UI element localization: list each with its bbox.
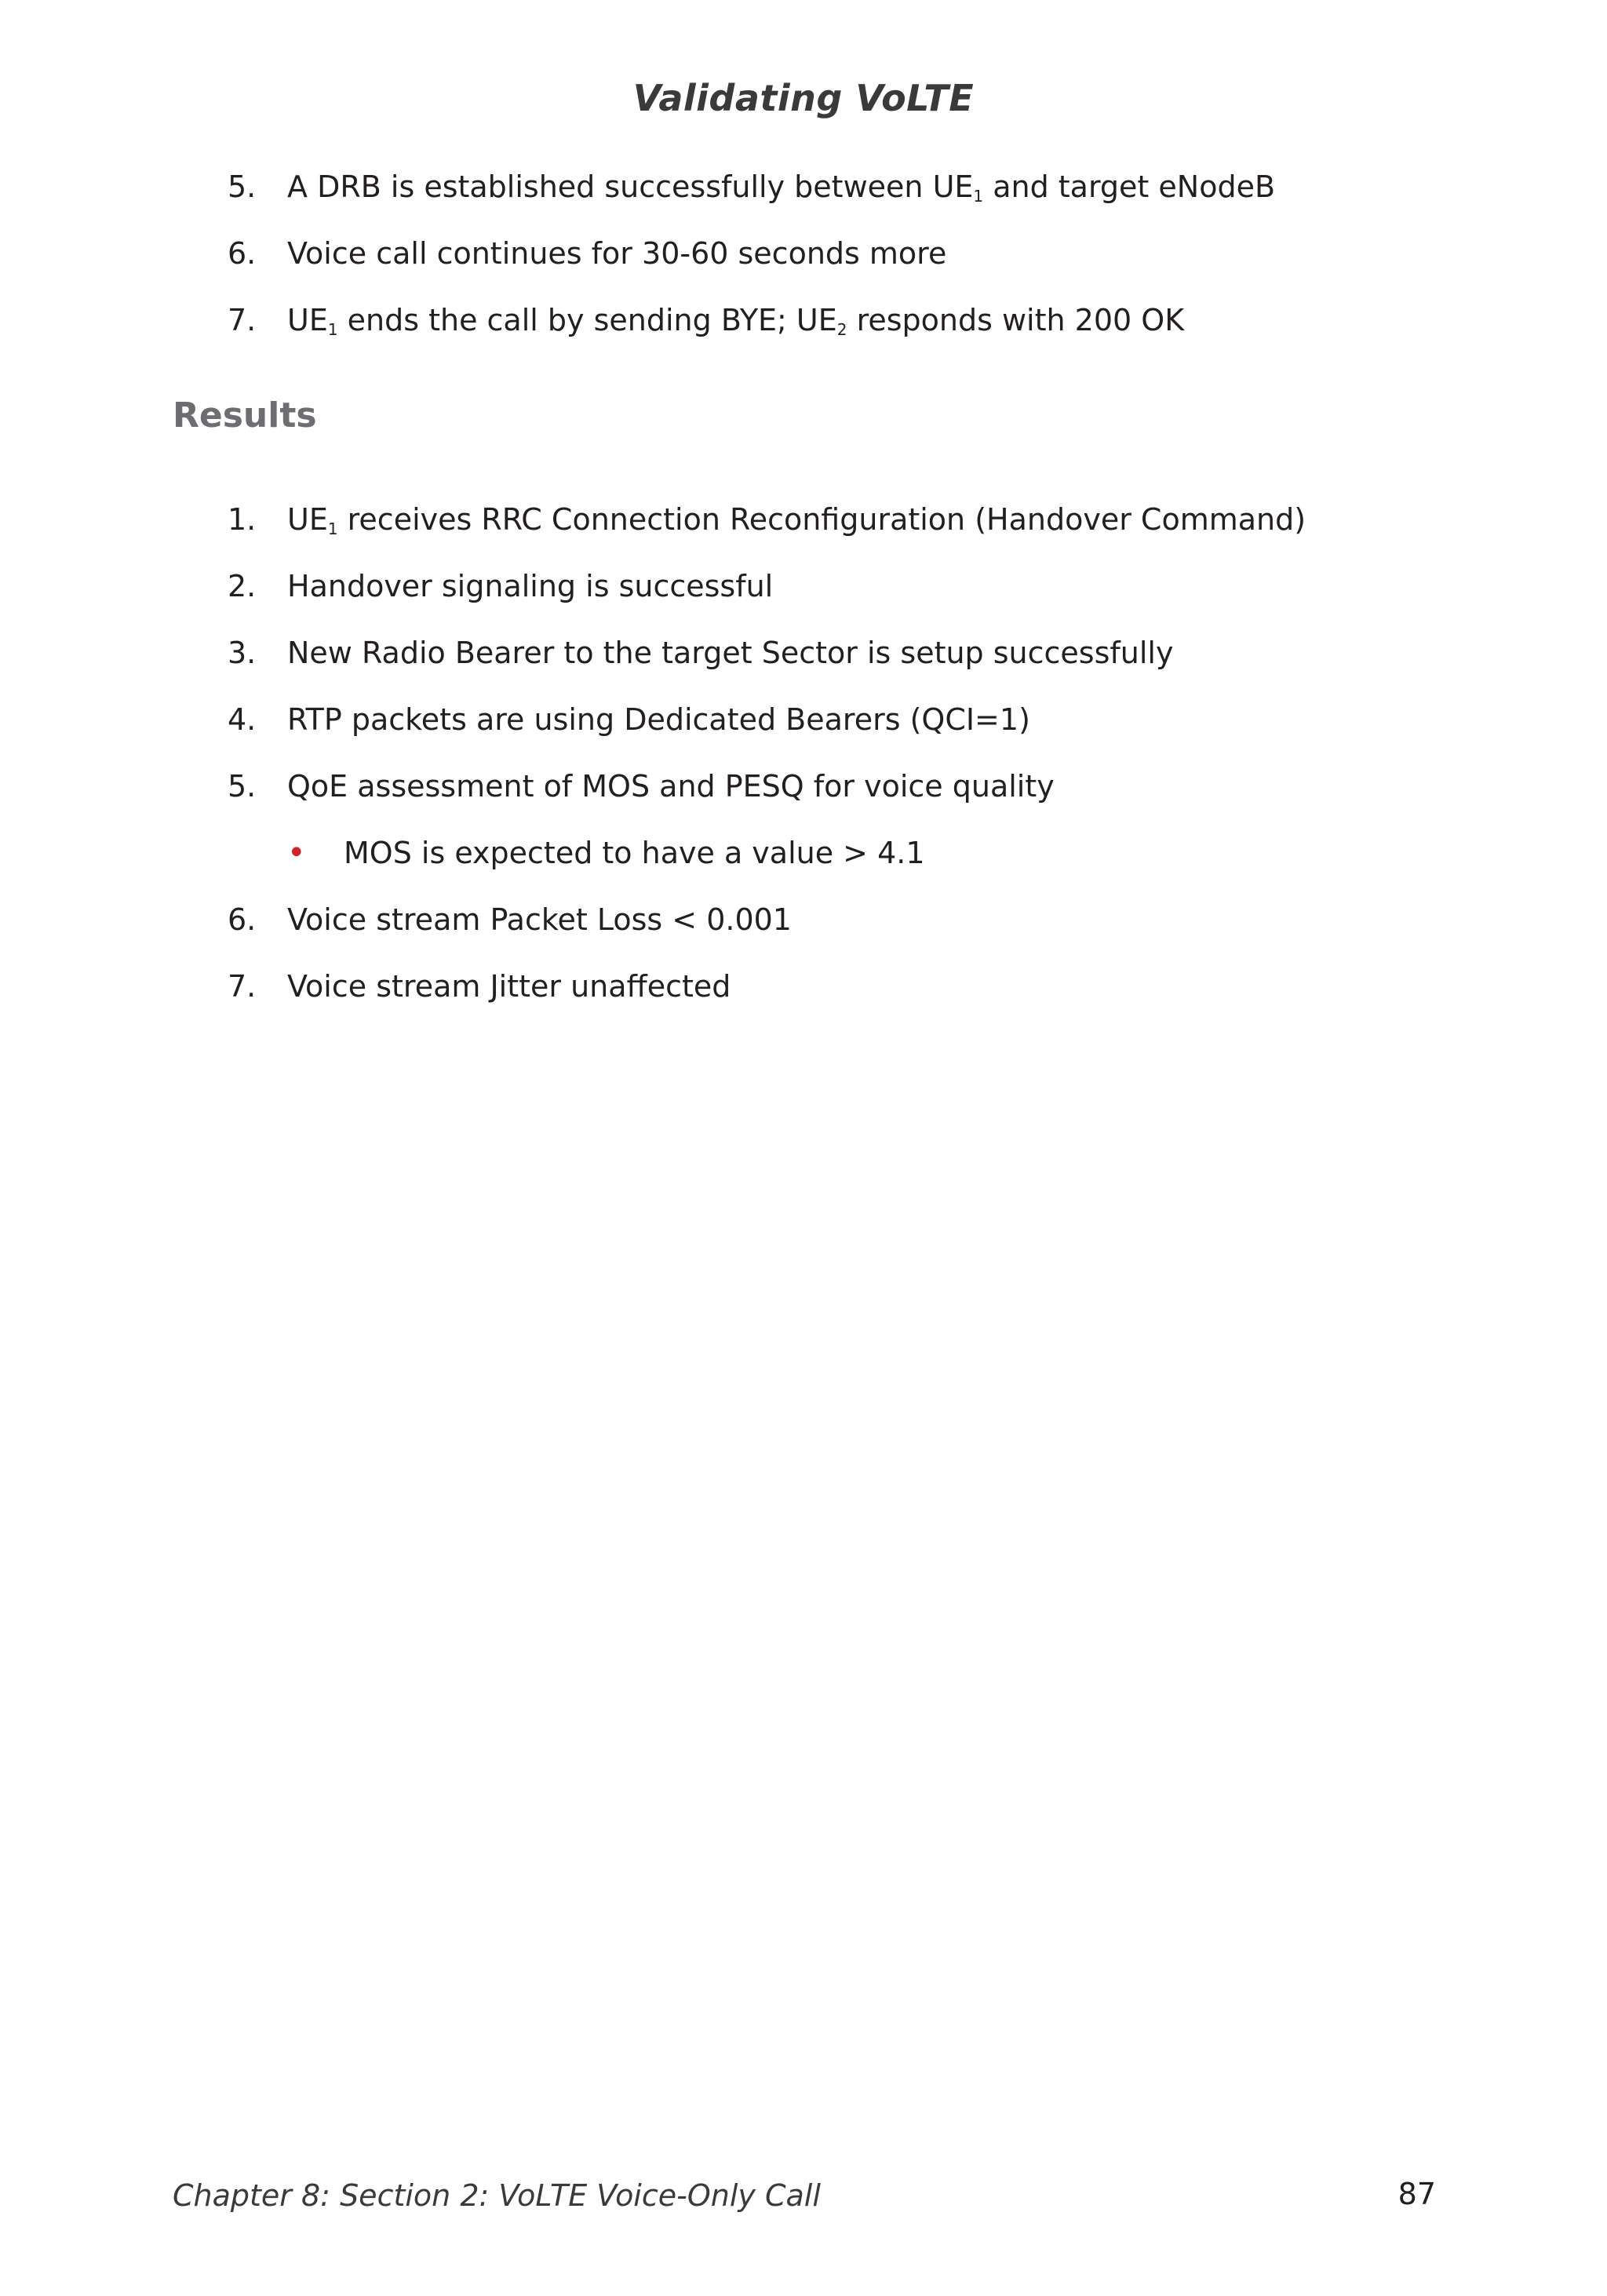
list-item [0, 629, 1607, 676]
list-item [0, 763, 1607, 810]
list-item [0, 563, 1607, 610]
list-item [0, 896, 1607, 943]
list-number: 5. [228, 169, 257, 204]
list-text: QoE assessment of MOS and PESQ for voice quality [287, 769, 1055, 804]
list-number: 6. [228, 902, 257, 937]
bullet-icon: • [287, 835, 306, 871]
list-item [0, 297, 1607, 344]
list-item [0, 163, 1607, 210]
list-number: 6. [228, 236, 257, 271]
list-text: $UE_1$ receives RRC Connection Reconfiguration (Handover Command) [287, 502, 1306, 538]
list-text: $UE_1$ ends the call by sending BYE; $UE_2$ responds with 200 OK [287, 303, 1185, 339]
list-text: A DRB is established successfully between $UE_1$ and target eNodeB [287, 169, 1276, 206]
list-number: 7. [228, 303, 257, 337]
list-text: New Radio Bearer to the target Sector is setup successfully [287, 636, 1174, 670]
list-item [0, 230, 1607, 277]
list-number: 4. [228, 702, 257, 737]
list-item [0, 963, 1607, 1010]
list-number: 7. [228, 969, 257, 1004]
list-number: 5. [228, 769, 257, 804]
running-title: Validating VoLTE [632, 77, 975, 119]
section-heading-results: Results [173, 395, 317, 436]
list-text: Handover signaling is successful [287, 569, 774, 603]
footer-chapter-title: Chapter 8: Section 2: VoLTE Voice-Only Call [173, 2178, 821, 2213]
list-number: 1. [228, 502, 257, 537]
list-number: 2. [228, 569, 257, 603]
list-text: Voice call continues for 30-60 seconds more [287, 236, 947, 271]
page-number: 87 [1397, 2177, 1436, 2211]
list-text: Voice stream Packet Loss < 0.001 [287, 902, 792, 937]
list-text: RTP packets are using Dedicated Bearers (QCI=1) [287, 702, 1030, 737]
list-item [0, 496, 1607, 543]
list-text: Voice stream Jitter unaffected [287, 969, 731, 1004]
list-item-bullet [0, 829, 1607, 876]
list-number: 3. [228, 636, 257, 670]
list-text: MOS is expected to have a value > 4.1 [344, 836, 925, 870]
list-item [0, 696, 1607, 743]
